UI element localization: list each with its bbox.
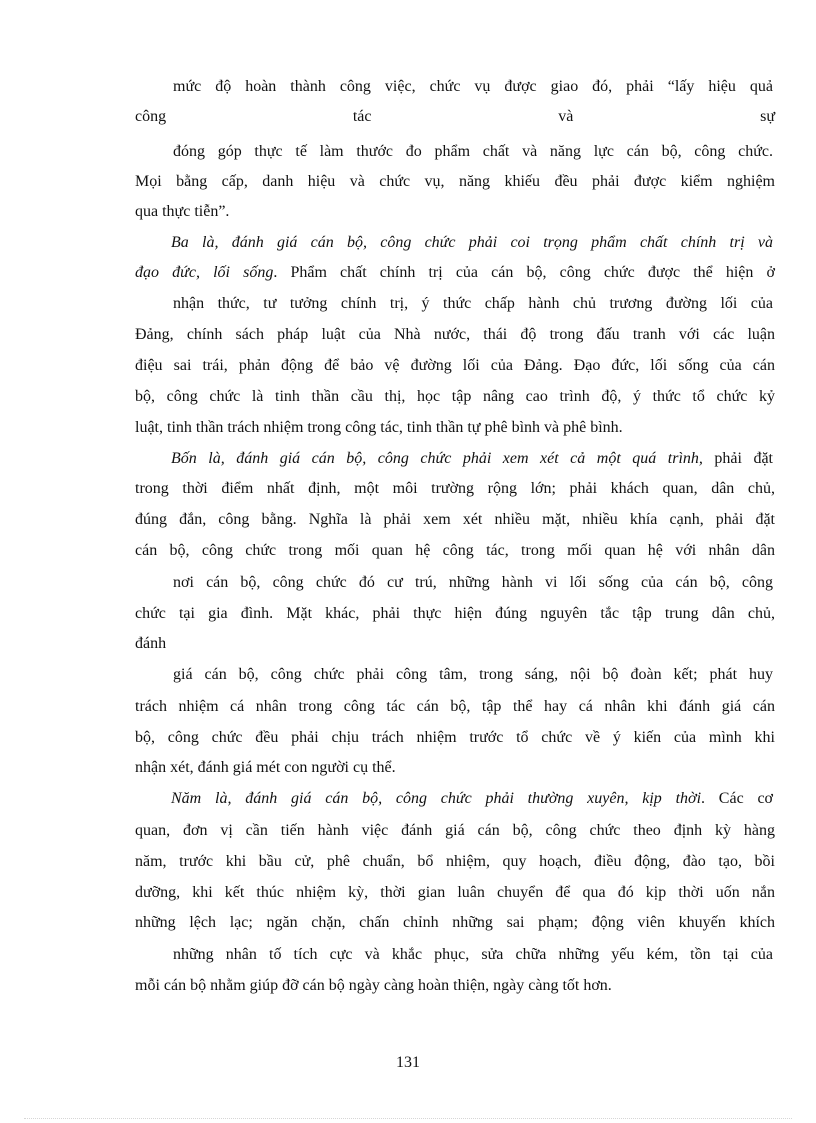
body-line [135, 263, 775, 283]
body-line: mức độ hoàn thành công việc, chức vụ được giao đó, phải “lấy hiệu quả [173, 78, 773, 95]
body-line: qua thực tiễn”. [135, 203, 230, 220]
body-line: mỗi cán bộ nhằm giúp đỡ cán bộ ngày càng hoàn thiện, ngày càng tốt hơn. [135, 977, 612, 994]
body-line: năm, trước khi bầu cử, phê chuẩn, bổ nhiệm, quy hoạch, điều động, đào tạo, bồi [135, 853, 775, 870]
section-heading-3: Ba là, đánh giá cán bộ, công chức phải coi trọng phẩm chất chính trị và [171, 234, 773, 251]
section-heading-3-end: đạo đức, lối sống [135, 264, 274, 281]
body-line: nơi cán bộ, công chức đó cư trú, những hành vi lối sống của cán bộ, công [173, 574, 773, 591]
body-text: phải đặt [702, 450, 774, 467]
body-line: cán bộ, công chức trong mối quan hệ công tác, trong mối quan hệ với nhân dân [135, 542, 775, 559]
body-line: bộ, công chức đều phải chịu trách nhiệm trước tổ chức về ý kiến của mình khi [135, 729, 775, 746]
page-bottom-rule [24, 1118, 792, 1119]
body-line: Mọi bằng cấp, danh hiệu và chức vụ, năng khiếu đều phải được kiểm nghiệm [135, 173, 775, 190]
body-line: trách nhiệm cá nhân trong công tác cán bộ, tập thể hay cá nhân khi đánh giá cán [135, 698, 775, 715]
body-line: luật, tinh thần trách nhiệm trong công tác, tinh thần tự phê bình và phê bình. [135, 419, 623, 436]
body-line: công tác và sự [135, 108, 775, 125]
page-number: 131 [396, 1054, 420, 1071]
body-line [171, 789, 773, 809]
body-line [171, 449, 773, 469]
section-heading-4: Bốn là, đánh giá cán bộ, công chức phải xem xét cả một quá trình, [171, 450, 703, 467]
body-text: . Phẩm chất chính trị của cán bộ, công chức được thể hiện ở [273, 264, 775, 281]
body-line: chức tại gia đình. Mặt khác, phải thực hiện đúng nguyên tắc tập trung dân chủ, [135, 605, 775, 622]
body-line: đánh [135, 635, 167, 652]
body-line: bộ, công chức là tinh thần cầu thị, học tập nâng cao trình độ, ý thức tổ chức kỷ [135, 388, 775, 405]
body-line: dưỡng, khi kết thúc nhiệm kỳ, thời gian luân chuyển để qua đó kịp thời uốn nắn [135, 884, 775, 901]
body-line: quan, đơn vị cần tiến hành việc đánh giá cán bộ, công chức theo định kỳ hàng [135, 822, 775, 839]
body-line: Đảng, chính sách pháp luật của Nhà nước, thái độ trong đấu tranh với các luận [135, 326, 775, 343]
body-line: trong thời điểm nhất định, một môi trường rộng lớn; phải khách quan, dân chủ, [135, 480, 775, 497]
body-line: những lệch lạc; ngăn chặn, chấn chỉnh những sai phạm; động viên khuyến khích [135, 914, 775, 931]
body-text: . Các cơ [701, 790, 774, 807]
body-line: những nhân tố tích cực và khắc phục, sửa chữa những yếu kém, tồn tại của [173, 946, 773, 963]
body-line: đóng góp thực tế làm thước đo phẩm chất và năng lực cán bộ, công chức. [173, 143, 773, 160]
section-heading-5: Năm là, đánh giá cán bộ, công chức phải thường xuyên, kịp thời [171, 790, 702, 807]
body-line: đúng đắn, công bằng. Nghĩa là phải xem xét nhiều mặt, nhiều khía cạnh, phải đặt [135, 511, 775, 528]
body-line: điệu sai trái, phản động để bảo vệ đường lối của Đảng. Đạo đức, lối sống của cán [135, 357, 775, 374]
body-line: nhận thức, tư tưởng chính trị, ý thức chấp hành chủ trương đường lối của [173, 295, 773, 312]
body-line: giá cán bộ, công chức phải công tâm, trong sáng, nội bộ đoàn kết; phát huy [173, 666, 773, 683]
body-line: nhận xét, đánh giá mét con người cụ thể. [135, 759, 396, 776]
